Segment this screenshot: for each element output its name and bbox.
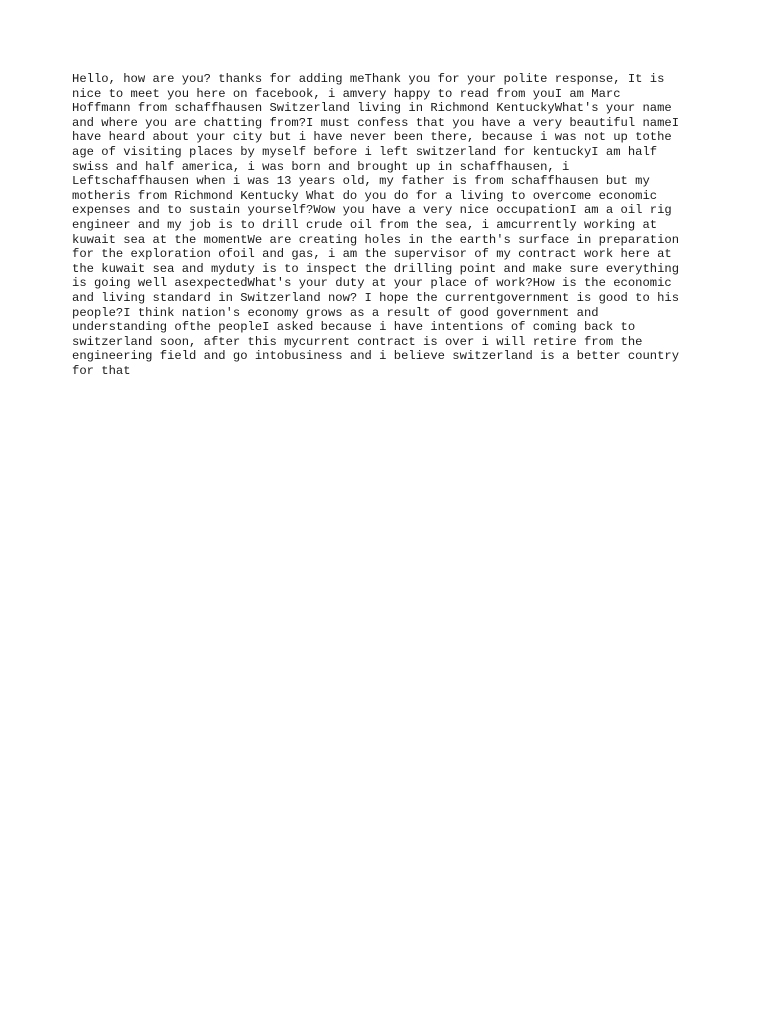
text-line: for the exploration ofoil and gas, i am the supervisor of my contract work here at (72, 247, 672, 262)
text-line: for that (72, 363, 131, 378)
text-line: expenses and to sustain yourself?Wow you have a very nice occupationI am a oil rig (72, 203, 672, 218)
text-line: Hello, how are you? thanks for adding meThank you for your polite response, It is (72, 72, 665, 86)
text-line: understanding ofthe peopleI asked because i have intentions of coming back to (72, 320, 636, 335)
text-line: Hoffmann from schaffhausen Switzerland living in Richmond KentuckyWhat's your name (72, 101, 672, 116)
text-line: and living standard in Switzerland now? I hope the currentgovernment is good to his (72, 290, 680, 305)
text-line: and where you are chatting from?I must confess that you have a very beautiful nameI (72, 115, 680, 130)
text-line: nice to meet you here on facebook, i amvery happy to read from youI am Marc (72, 86, 621, 101)
text-line: engineering field and go intobusiness and i believe switzerland is a better country (72, 349, 680, 364)
text-line: switzerland soon, after this mycurrent contract is over i will retire from the (72, 334, 643, 349)
text-line: Leftschaffhausen when i was 13 years old, my father is from schaffhausen but my (72, 174, 650, 189)
text-line: swiss and half america, i was born and brought up in schaffhausen, i (72, 159, 570, 174)
text-line: have heard about your city but i have never been there, because i was not up tothe (72, 130, 672, 145)
text-line: the kuwait sea and myduty is to inspect the drilling point and make sure everything (72, 261, 680, 276)
text-line: motheris from Richmond Kentucky What do you do for a living to overcome economic (72, 188, 658, 203)
text-line: age of visiting places by myself before i left switzerland for kentuckyI am half (72, 144, 658, 159)
text-line: people?I think nation's economy grows as a result of good government and (72, 305, 599, 320)
text-line: engineer and my job is to drill crude oil from the sea, i amcurrently working at (72, 217, 658, 232)
text-line: is going well asexpectedWhat's your duty at your place of work?How is the economic (72, 276, 672, 291)
text-line: kuwait sea at the momentWe are creating holes in the earth's surface in preparation (72, 232, 680, 247)
body-text (72, 72, 702, 378)
